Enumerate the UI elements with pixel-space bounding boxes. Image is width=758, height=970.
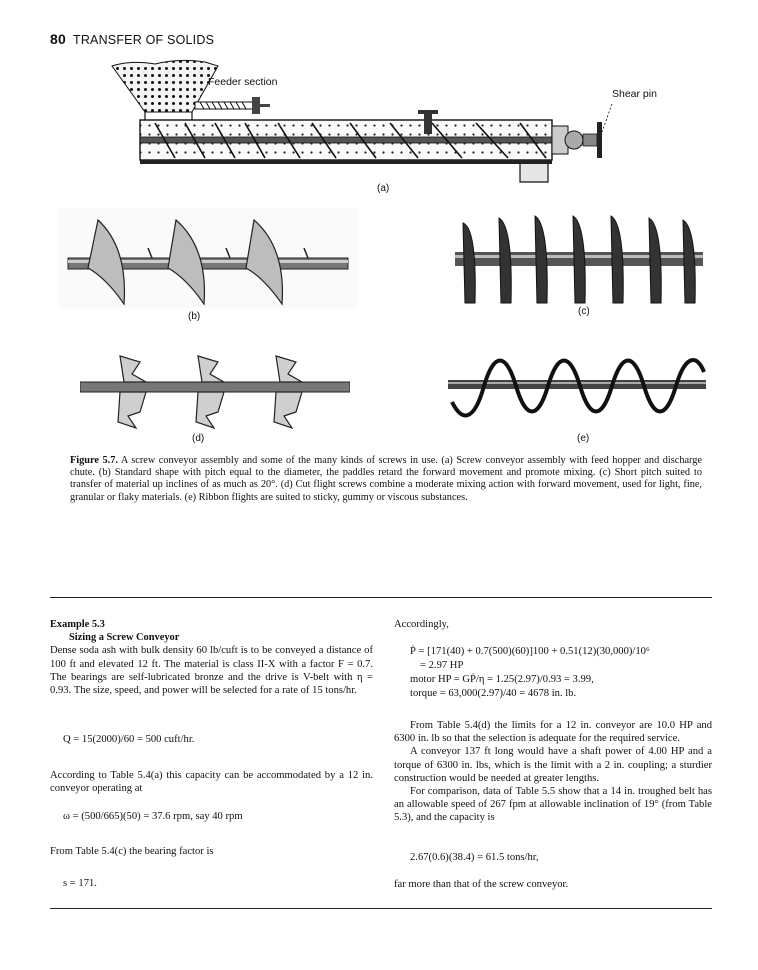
bottom-rule xyxy=(50,908,712,909)
figure-caption-text: A screw conveyor assembly and some of the many kinds of screws in use. (a) Screw conveyor assembly with feed hopper and discharge chute. (b) Standard shape with pitch equal to the diameter, the paddles retard the forward movement and promote mixing. (c) Short pitch suited to transfer of material up inclines of as much as 20°. (d) Cut flight screws combine a moderate mixing action with forward movement, used for light, fine, granular or flaky materials. (e) Ribbon flights are suited to sticky, gummy or viscous substances. xyxy=(70,455,703,503)
example-heading: Example 5.3 xyxy=(50,619,105,630)
right-paragraphs xyxy=(394,719,712,825)
figure-c-short-pitch-screw xyxy=(455,208,703,308)
equation-capacity: 2.67(0.6)(38.4) = 61.5 tons/hr, xyxy=(410,852,539,863)
figure-e-label: (e) xyxy=(577,433,590,444)
example-subheading: Sizing a Screw Conveyor xyxy=(69,632,180,644)
paragraph-bearing xyxy=(50,845,373,858)
accordingly-text: Accordingly, xyxy=(394,619,449,630)
equation-torque: torque = 63,000(2.97)/40 = 4678 in. lb. xyxy=(410,688,577,699)
figure-e-ribbon-screw xyxy=(448,352,706,422)
figure-b-standard-screw xyxy=(58,208,358,308)
example-left-column xyxy=(50,618,373,697)
paragraph-bearing-factor: From Table 5.4(c) the bearing factor is xyxy=(50,846,214,857)
running-header xyxy=(50,31,214,47)
figure-b-label: (b) xyxy=(188,311,201,322)
paragraph-table-5-4a xyxy=(50,769,373,795)
equation-omega: ω = (500/665)(50) = 37.6 rpm, say 40 rpm xyxy=(63,811,243,822)
example-intro: Dense soda ash with bulk density 60 lb/cuft is to be conveyed a distance of 100 ft and elevated 12 ft. The material is class II-X with a factor F = 0.7. The bearings are self-lubricated bronze and the drive is V-belt with η = 0.93. The size, speed, and power will be selected for a rate of 15 tons/hr. xyxy=(50,645,373,697)
page-number: 80 xyxy=(50,31,66,47)
running-title: TRANSFER OF SOLIDS xyxy=(72,33,215,47)
figure-d-cut-flight-screw xyxy=(80,352,350,432)
figure-caption xyxy=(70,455,702,504)
figure-d-label: (d) xyxy=(192,433,205,444)
paragraph-137ft: A conveyor 137 ft long would have a shaft power of 4.00 HP and a torque of 6300 in. lbs, which is the limit with a 2 in. coupling; a sturdier construction would be needed at greater lengths. xyxy=(394,746,712,784)
feeder-section-label: Feeder section xyxy=(208,76,278,88)
equation-power: Ṗ = [171(40) + 0.7(500)(60)]100 + 0.51(12)(30,000)/10⁶ xyxy=(410,646,650,657)
paragraph-conclusion: far more than that of the screw conveyor. xyxy=(394,879,569,890)
figure-caption-label: Figure 5.7. xyxy=(70,455,118,466)
figure-a-label: (a) xyxy=(377,183,390,194)
equation-s: s = 171. xyxy=(63,878,97,889)
top-rule xyxy=(50,597,712,598)
figure-a-conveyor-assembly xyxy=(100,58,690,198)
paragraph-capacity: According to Table 5.4(a) this capacity can be accommodated by a 12 in. conveyor operating at xyxy=(50,770,373,795)
equation-motor-hp: motor HP = GṖ/η = 1.25(2.97)/0.93 = 3.99, xyxy=(410,674,594,685)
paragraph-comparison: For comparison, data of Table 5.5 show that a 14 in. troughed belt has an allowable speed of 267 fpm at allowable inclination of 19° (from Table 5.3), and the capacity is xyxy=(394,786,712,824)
paragraph-limits: From Table 5.4(d) the limits for a 12 in. conveyor are 10.0 HP and 6300 in. lb so that the selection is adequate for the required service. xyxy=(394,720,712,745)
equation-power-result: = 2.97 HP xyxy=(420,660,464,671)
equation-q: Q = 15(2000)/60 = 500 cuft/hr. xyxy=(63,734,195,745)
figure-c-label: (c) xyxy=(578,306,590,317)
shear-pin-label: Shear pin xyxy=(612,88,657,100)
